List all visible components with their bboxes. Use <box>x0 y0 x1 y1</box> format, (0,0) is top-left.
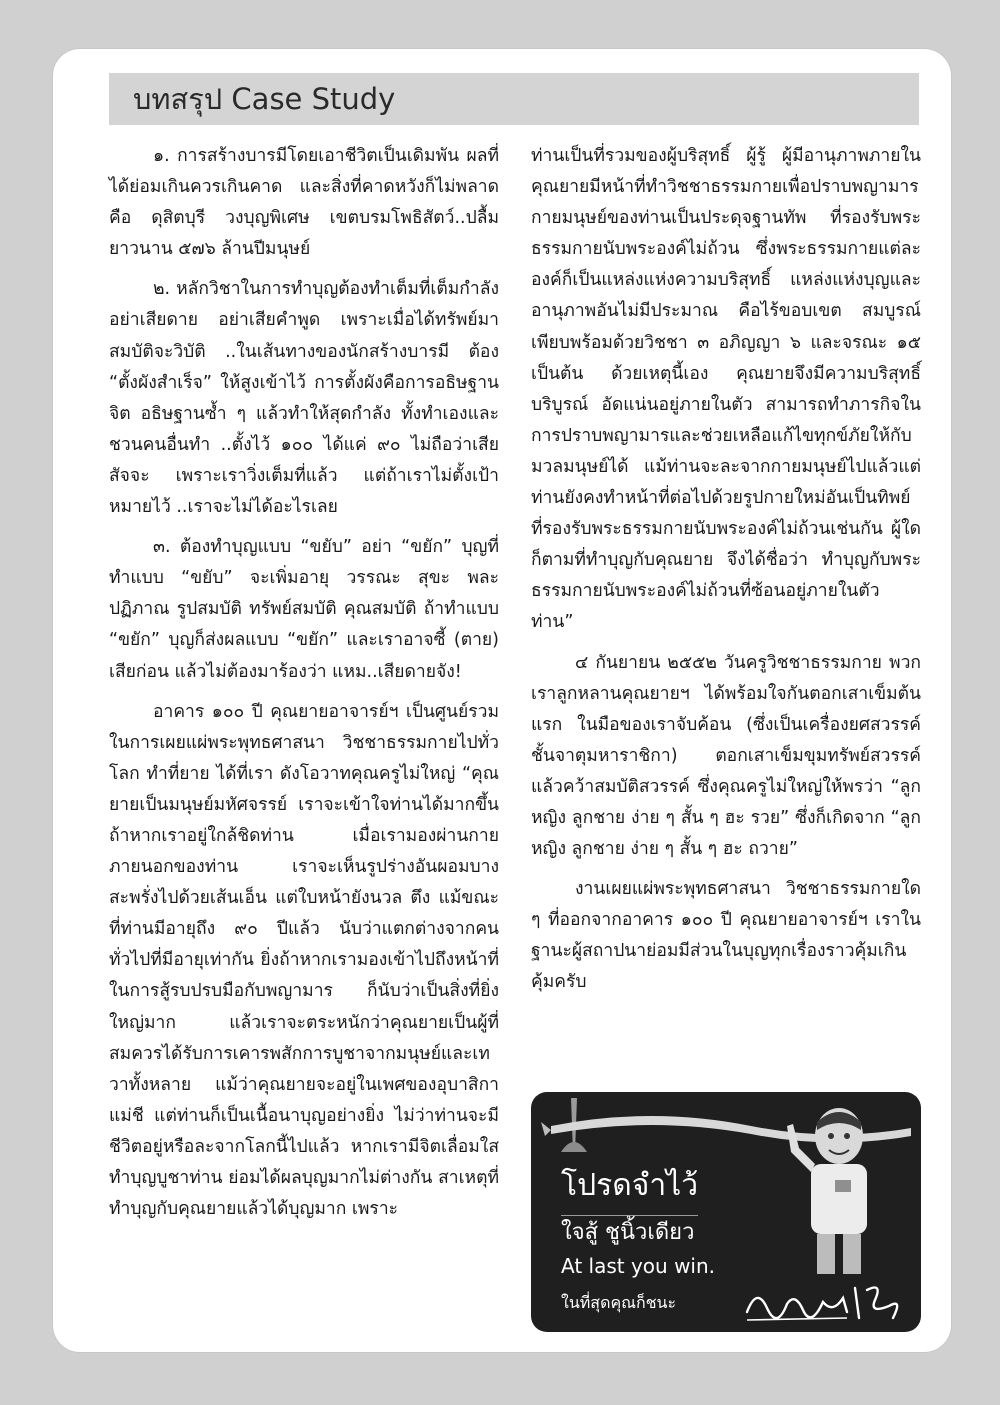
right-column <box>531 141 921 1008</box>
section-header: บทสรุป Case Study <box>109 73 919 125</box>
promo-title: โปรดจำไว้ <box>561 1162 698 1216</box>
paragraph-2: ๒. หลักวิชาในการทำบุญต้องทำเต็มที่เต็มกำลัง อย่าเสียดาย อย่าเสียคำพูด เพราะเมื่อได้ทรัพย์มา สมบัติจะวิบัติ ..ในเส้นทางของนักสร้างบารมี ต้อง “ตั้งผังสำเร็จ” ให้สูงเข้าไว้ การตั้งผังคือการอธิษฐานจิต อธิษฐานซ้ำ ๆ แล้วทำให้สุดกำลัง ทั้งทำเองและชวนคนอื่นทำ ..ตั้งไว้ ๑๐๐ ได้แค่ ๙๐ ไม่ถือว่าเสียสัจจะ เพราะเราวิ่งเต็มที่แล้ว แต่ถ้าเราไม่ตั้งเป้าหมายไว้ ..เราจะไม่ได้อะไรเลย <box>109 279 499 518</box>
handwritten-signature <box>743 1278 911 1324</box>
promo-line-3: At last you win. <box>561 1254 716 1278</box>
promo-line-4: ในที่สุดคุณก็ชนะ <box>561 1293 677 1312</box>
paragraph-1: ๑. การสร้างบารมีโดยเอาชีวิตเป็นเดิมพัน ผลที่ได้ย่อมเกินควรเกินคาด และสิ่งที่คาดหวังก็ไม่พลาด คือ ดุสิตบุรี วงบุญพิเศษ เขตบรมโพธิสัตว์..ปลื้มยาวนาน ๕๗๖ ล้านปีมนุษย์ <box>109 146 499 260</box>
paragraph-4: อาคาร ๑๐๐ ปี คุณยายอาจารย์ฯ เป็นศูนย์รวมในการเผยแผ่พระพุทธศาสนา วิชชาธรรมกายไปทั่วโลก ทำที่ยาย ได้ที่เรา ดังโอวาทคุณครูไม่ใหญ่ “คุณยายเป็นมนุษย์มหัศจรรย์ เราจะเข้าใจท่านได้มากขึ้น ถ้าหากเราอยู่ใกล้ชิดท่าน เมื่อเรามองผ่านกายภายนอกของท่าน เราจะเห็นรูปร่างอันผอมบางสะพรั่งไปด้วยเส้นเอ็น แต่ใบหน้ายังนวล ตึง แม้ขณะที่ท่านมีอายุถึง ๙๐ ปีแล้ว นับว่าแตกต่างจากคนทั่วไปที่มีอายุเท่ากัน ยิ่งถ้าหากเรามองเข้าไปถึงหน้าที่ในการสู้รบปรบมือกับพญามาร ก็นับว่าเป็นสิ่งที่ยิ่งใหญ่มาก แล้วเราจะตระหนักว่าคุณยายเป็นผู้ที่สมควรได้รับการเคารพสักการบูชาจากมนุษย์และเทวาทั้งหลาย แม้ว่าคุณยายจะอยู่ในเพศของอุบาสิกาแม่ชี แต่ท่านก็เป็นเนื้อนาบุญอย่างยิ่ง ไม่ว่าท่านจะมีชีวิตอยู่หรือละจากโลกนี้ไปแล้ว หากเรามีจิตเลื่อมใสทำบุญบูชาท่าน ย่อมได้ผลบุญมากไม่ต่างกัน สาเหตุที่ทำบุญกับคุณยายแล้วได้บุญมาก เพราะ <box>109 701 499 1220</box>
paragraph-6: ๔ กันยายน ๒๕๕๒ วันครูวิชชาธรรมกาย พวกเราลูกหลานคุณยายฯ ได้พร้อมใจกันตอกเสาเข็มต้นแรก ในมือของเราจับค้อน (ซึ่งเป็นเครื่องยศสวรรค์ชั้นจาตุมหาราชิกา) ตอกเสาเข็มขุมทรัพย์สวรรค์ แล้วคว้าสมบัติสวรรค์ ซึ่งคุณครูไม่ใหญ่ให้พรว่า “ลูกหญิง ลูกชาย ง่าย ๆ สั้น ๆ ฮะ รวย” ซึ่งก็เกิดจาก “ลูกหญิง ลูกชาย ง่าย ๆ สั้น ๆ ฮะ ถวาย” <box>531 652 921 860</box>
cartoon-figure-illustration <box>781 1102 901 1282</box>
paragraph-5: ท่านเป็นที่รวมของผู้บริสุทธิ์ ผู้รู้ ผู้มีอานุภาพภายในคุณยายมีหน้าที่ทำวิชชาธรรมกายเพื่อปราบพญามาร กายมนุษย์ของท่านเป็นประดุจฐานทัพ ที่รองรับพระธรรมกายนับพระองค์ไม่ถ้วน ซึ่งพระธรรมกายแต่ละองค์ก็เป็นแหล่งแห่งความบริสุทธิ์ แหล่งแห่งบุญและอานุภาพอันไม่มีประมาณ คือไร้ขอบเขต สมบูรณ์เพียบพร้อมด้วยวิชชา ๓ อภิญญา ๖ และจรณะ ๑๕ เป็นต้น ด้วยเหตุนี้เอง คุณยายจึงมีความบริสุทธิ์บริบูรณ์ อัดแน่นอยู่ภายในตัว สามารถทำภารกิจในการปราบพญามารและช่วยเหลือแก้ไขทุกข์ภัยให้กับมวลมนุษย์ได้ แม้ท่านจะละจากกายมนุษย์ไปแล้วแต่ท่านยังคงทำหน้าที่ต่อไปด้วยรูปกายใหม่อันเป็นทิพย์ที่รองรับพระธรรมกายนับพระองค์ไม่ถ้วนเช่นกัน ผู้ใดก็ตามที่ทำบุญกับคุณยาย จึงได้ชื่อว่า ทำบุญกับพระธรรมกายนับพระองค์ไม่ถ้วนที่ซ้อนอยู่ภายในตัวท่าน” <box>531 146 921 633</box>
left-column <box>109 141 499 1234</box>
paragraph-7: งานเผยแผ่พระพุทธศาสนา วิชชาธรรมกายใด ๆ ที่ออกจากอาคาร ๑๐๐ ปี คุณยายอาจารย์ฯ เราในฐานะผู้สถาปนาย่อมมีส่วนในบุญทุกเรื่องราวคุ้มเกินคุ้มครับ <box>531 879 921 993</box>
promo-box <box>531 1092 921 1332</box>
page <box>52 48 952 1353</box>
promo-line-2: ใจสู้ ชูนิ้วเดียว <box>561 1220 695 1245</box>
paragraph-3: ๓. ต้องทำบุญแบบ “ขยับ” อย่า “ขยัก” บุญที่ทำแบบ “ขยับ” จะเพิ่มอายุ วรรณะ สุขะ พละ ปฏิภาณ รูปสมบัติ ทรัพย์สมบัติ คุณสมบัติ ถ้าทำแบบ “ขยัก” บุญก็ส่งผลแบบ “ขยัก” และเราอาจซี้ (ตาย) เสียก่อน แล้วไม่ต้องมาร้องว่า แหม..เสียดายจัง! <box>109 537 499 682</box>
